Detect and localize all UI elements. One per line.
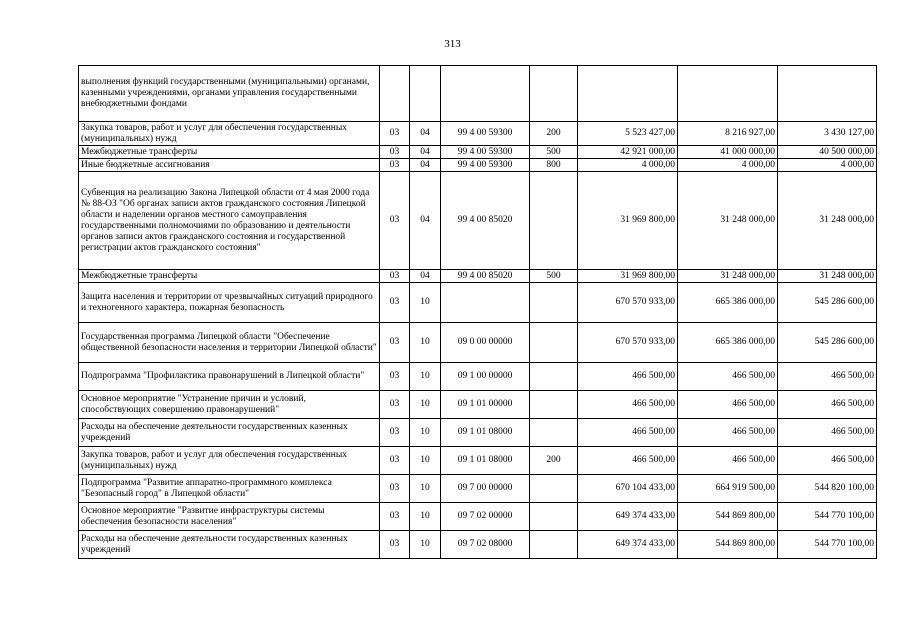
cell-expense-type xyxy=(530,66,578,122)
cell-section: 03 xyxy=(380,283,410,323)
cell-subsection: 10 xyxy=(410,503,441,531)
cell-target-article: 99 4 00 85020 xyxy=(441,270,530,283)
cell-amount-year3: 3 430 127,00 xyxy=(778,122,877,146)
cell-amount-year2: 544 869 800,00 xyxy=(678,531,778,559)
cell-amount-year2: 31 248 000,00 xyxy=(678,270,778,283)
budget-table xyxy=(78,65,877,559)
cell-subsection: 10 xyxy=(410,531,441,559)
cell-target-article: 99 4 00 59300 xyxy=(441,159,530,172)
cell-amount-year1: 5 523 427,00 xyxy=(578,122,678,146)
cell-name: Межбюджетные трансферты xyxy=(79,270,380,283)
cell-amount-year2: 466 500,00 xyxy=(678,447,778,475)
cell-amount-year1: 670 570 933,00 xyxy=(578,283,678,323)
cell-subsection: 10 xyxy=(410,323,441,363)
table-row xyxy=(79,323,877,363)
cell-subsection: 04 xyxy=(410,122,441,146)
cell-section: 03 xyxy=(380,503,410,531)
table-row xyxy=(79,419,877,447)
table-row xyxy=(79,66,877,122)
cell-subsection xyxy=(410,66,441,122)
cell-amount-year1: 649 374 433,00 xyxy=(578,503,678,531)
cell-expense-type xyxy=(530,531,578,559)
cell-section: 03 xyxy=(380,122,410,146)
table-row xyxy=(79,503,877,531)
cell-target-article: 09 1 01 00000 xyxy=(441,391,530,419)
cell-name: Закупка товаров, работ и услуг для обеспечения государственных (муниципальных) нужд xyxy=(79,122,380,146)
cell-amount-year2: 4 000,00 xyxy=(678,159,778,172)
cell-expense-type: 800 xyxy=(530,159,578,172)
cell-target-article: 09 1 00 00000 xyxy=(441,363,530,391)
cell-expense-type xyxy=(530,363,578,391)
page-number: 313 xyxy=(444,38,461,50)
cell-amount-year1: 466 500,00 xyxy=(578,447,678,475)
cell-amount-year3: 466 500,00 xyxy=(778,363,877,391)
cell-expense-type xyxy=(530,419,578,447)
cell-name: Подпрограмма "Развитие аппаратно-программного комплекса "Безопасный город" в Липецкой области" xyxy=(79,475,380,503)
cell-expense-type: 200 xyxy=(530,122,578,146)
cell-name: Субвенция на реализацию Закона Липецкой области от 4 мая 2000 года № 88-ОЗ "Об органах записи актов гражданского состояния Липецкой области и наделении органов местного самоуправления государственными полномочиями по образованию и деятельности органов записи актов гражданского состояния и государственной регистрации актов гражданского состояния" xyxy=(79,172,380,270)
table-row xyxy=(79,391,877,419)
cell-subsection: 10 xyxy=(410,363,441,391)
cell-subsection: 04 xyxy=(410,172,441,270)
cell-amount-year1: 670 570 933,00 xyxy=(578,323,678,363)
cell-amount-year3: 544 820 100,00 xyxy=(778,475,877,503)
cell-target-article: 09 1 01 08000 xyxy=(441,447,530,475)
cell-name: выполнения функций государственными (муниципальными) органами, казенными учреждениями, органами управления государственными внебюджетными фондами xyxy=(79,66,380,122)
table-row xyxy=(79,122,877,146)
cell-expense-type xyxy=(530,323,578,363)
cell-expense-type xyxy=(530,391,578,419)
cell-section: 03 xyxy=(380,531,410,559)
cell-target-article: 99 4 00 59300 xyxy=(441,146,530,159)
cell-amount-year3: 544 770 100,00 xyxy=(778,503,877,531)
cell-subsection: 10 xyxy=(410,283,441,323)
cell-amount-year2: 665 386 000,00 xyxy=(678,323,778,363)
cell-section xyxy=(380,66,410,122)
cell-amount-year1: 466 500,00 xyxy=(578,363,678,391)
cell-amount-year2: 466 500,00 xyxy=(678,419,778,447)
cell-subsection: 04 xyxy=(410,270,441,283)
cell-name: Подпрограмма "Профилактика правонарушений в Липецкой области" xyxy=(79,363,380,391)
cell-target-article: 09 7 02 08000 xyxy=(441,531,530,559)
cell-amount-year1: 4 000,00 xyxy=(578,159,678,172)
cell-section: 03 xyxy=(380,419,410,447)
cell-name: Расходы на обеспечение деятельности государственных казенных учреждений xyxy=(79,531,380,559)
cell-amount-year3: 4 000,00 xyxy=(778,159,877,172)
table-row xyxy=(79,159,877,172)
cell-name: Расходы на обеспечение деятельности государственных казенных учреждений xyxy=(79,419,380,447)
cell-amount-year3: 466 500,00 xyxy=(778,419,877,447)
cell-section: 03 xyxy=(380,146,410,159)
cell-name: Основное мероприятие "Устранение причин и условий, способствующих совершению правонарушений" xyxy=(79,391,380,419)
cell-name: Защита населения и территории от чрезвычайных ситуаций природного и техногенного характера, пожарная безопасность xyxy=(79,283,380,323)
cell-amount-year2 xyxy=(678,66,778,122)
cell-expense-type: 500 xyxy=(530,270,578,283)
cell-expense-type xyxy=(530,283,578,323)
cell-amount-year3: 466 500,00 xyxy=(778,391,877,419)
cell-subsection: 10 xyxy=(410,391,441,419)
cell-amount-year2: 31 248 000,00 xyxy=(678,172,778,270)
cell-amount-year2: 665 386 000,00 xyxy=(678,283,778,323)
cell-section: 03 xyxy=(380,159,410,172)
cell-expense-type: 500 xyxy=(530,146,578,159)
cell-amount-year3: 31 248 000,00 xyxy=(778,172,877,270)
cell-expense-type xyxy=(530,503,578,531)
cell-amount-year1 xyxy=(578,66,678,122)
table-row xyxy=(79,363,877,391)
cell-amount-year2: 41 000 000,00 xyxy=(678,146,778,159)
cell-target-article: 09 0 00 00000 xyxy=(441,323,530,363)
cell-section: 03 xyxy=(380,270,410,283)
cell-name: Иные бюджетные ассигнования xyxy=(79,159,380,172)
cell-target-article: 99 4 00 85020 xyxy=(441,172,530,270)
cell-section: 03 xyxy=(380,323,410,363)
cell-amount-year3 xyxy=(778,66,877,122)
cell-amount-year1: 466 500,00 xyxy=(578,391,678,419)
table-row xyxy=(79,447,877,475)
cell-name: Межбюджетные трансферты xyxy=(79,146,380,159)
cell-amount-year1: 670 104 433,00 xyxy=(578,475,678,503)
cell-subsection: 04 xyxy=(410,159,441,172)
cell-amount-year1: 649 374 433,00 xyxy=(578,531,678,559)
cell-section: 03 xyxy=(380,475,410,503)
cell-amount-year2: 544 869 800,00 xyxy=(678,503,778,531)
table-row xyxy=(79,172,877,270)
cell-amount-year2: 664 919 500,00 xyxy=(678,475,778,503)
table-row xyxy=(79,146,877,159)
cell-section: 03 xyxy=(380,172,410,270)
cell-amount-year1: 42 921 000,00 xyxy=(578,146,678,159)
cell-name: Закупка товаров, работ и услуг для обеспечения государственных (муниципальных) нужд xyxy=(79,447,380,475)
cell-target-article: 09 7 02 00000 xyxy=(441,503,530,531)
cell-subsection: 04 xyxy=(410,146,441,159)
cell-name: Основное мероприятие "Развитие инфраструктуры системы обеспечения безопасности населения" xyxy=(79,503,380,531)
cell-amount-year1: 31 969 800,00 xyxy=(578,172,678,270)
table-body xyxy=(79,66,877,559)
cell-amount-year3: 545 286 600,00 xyxy=(778,283,877,323)
cell-target-article: 09 1 01 08000 xyxy=(441,419,530,447)
cell-amount-year3: 40 500 000,00 xyxy=(778,146,877,159)
cell-expense-type xyxy=(530,172,578,270)
cell-subsection: 10 xyxy=(410,419,441,447)
cell-amount-year3: 545 286 600,00 xyxy=(778,323,877,363)
cell-amount-year1: 31 969 800,00 xyxy=(578,270,678,283)
table-row xyxy=(79,270,877,283)
cell-section: 03 xyxy=(380,363,410,391)
table-row xyxy=(79,531,877,559)
cell-amount-year3: 31 248 000,00 xyxy=(778,270,877,283)
cell-section: 03 xyxy=(380,447,410,475)
cell-amount-year3: 544 770 100,00 xyxy=(778,531,877,559)
table-row xyxy=(79,475,877,503)
table-row xyxy=(79,283,877,323)
cell-target-article: 09 7 00 00000 xyxy=(441,475,530,503)
cell-subsection: 10 xyxy=(410,475,441,503)
cell-amount-year1: 466 500,00 xyxy=(578,419,678,447)
cell-subsection: 10 xyxy=(410,447,441,475)
cell-section: 03 xyxy=(380,391,410,419)
cell-target-article xyxy=(441,283,530,323)
cell-expense-type xyxy=(530,475,578,503)
cell-amount-year2: 8 216 927,00 xyxy=(678,122,778,146)
cell-amount-year3: 466 500,00 xyxy=(778,447,877,475)
cell-name: Государственная программа Липецкой области "Обеспечение общественной безопасности населения и территории Липецкой области" xyxy=(79,323,380,363)
cell-target-article: 99 4 00 59300 xyxy=(441,122,530,146)
cell-target-article xyxy=(441,66,530,122)
cell-amount-year2: 466 500,00 xyxy=(678,363,778,391)
cell-expense-type: 200 xyxy=(530,447,578,475)
cell-amount-year2: 466 500,00 xyxy=(678,391,778,419)
